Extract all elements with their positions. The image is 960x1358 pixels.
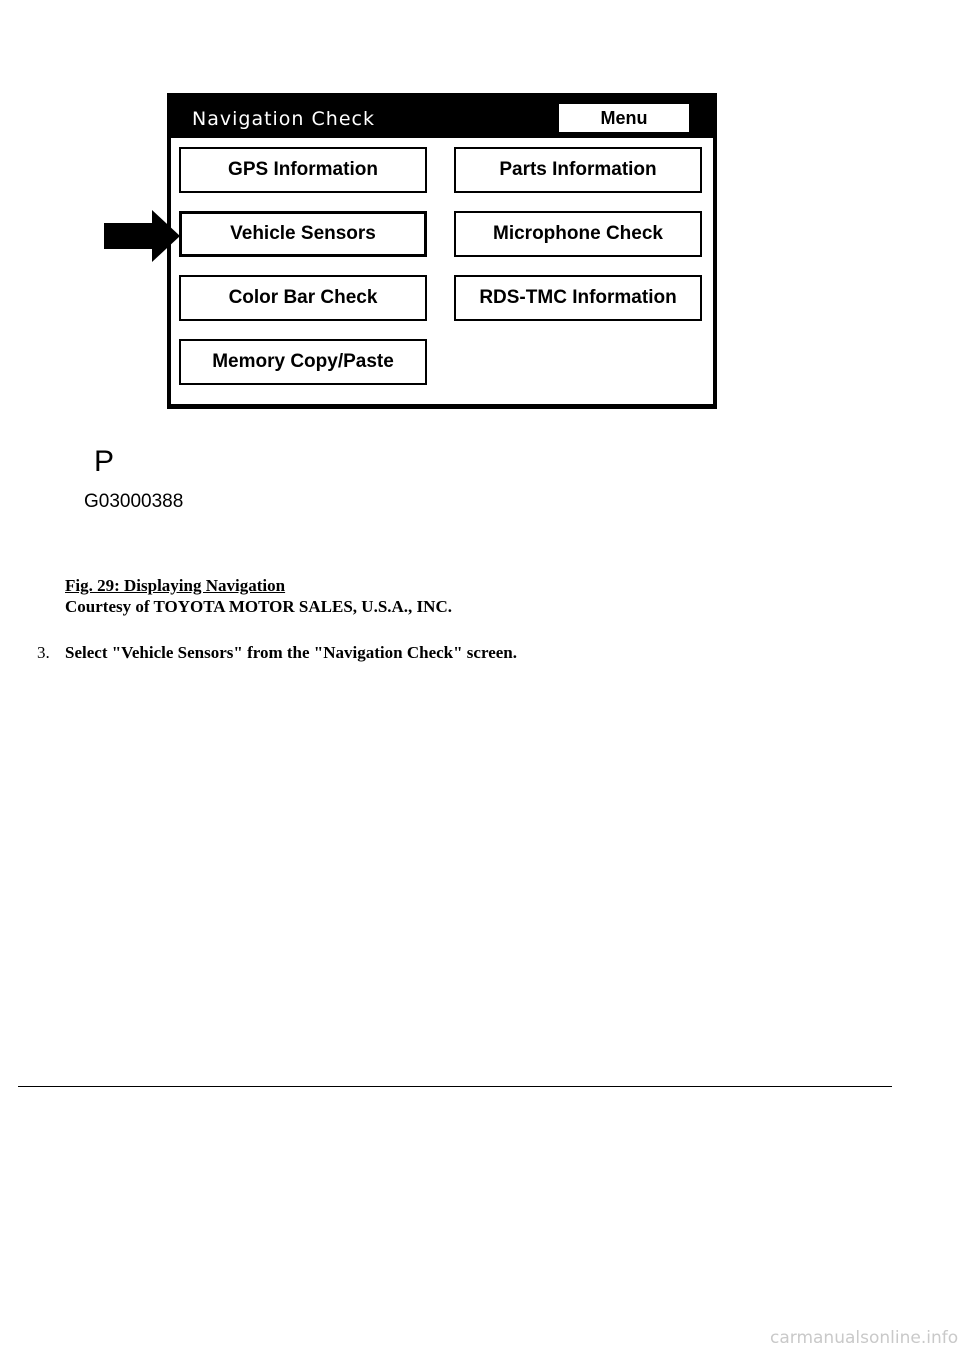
figure-caption-link[interactable]: Fig. 29: Displaying Navigation	[65, 576, 286, 595]
screen-body	[171, 138, 713, 404]
horizontal-rule	[18, 1086, 892, 1087]
figure-caption[interactable]	[65, 576, 285, 596]
step-text: Select "Vehicle Sensors" from the "Navigation Check" screen.	[65, 643, 517, 662]
screen-title: Navigation Check	[192, 108, 375, 130]
microphone-check-button[interactable]: Microphone Check	[454, 211, 702, 257]
menu-button[interactable]: Menu	[559, 104, 689, 132]
step-number: 3.	[37, 643, 50, 662]
screen-header	[167, 93, 717, 138]
rds-tmc-information-button[interactable]: RDS-TMC Information	[454, 275, 702, 321]
gps-information-button[interactable]: GPS Information	[179, 147, 427, 193]
watermark: carmanualsonline.info	[770, 1328, 959, 1348]
pointer-arrow-icon	[104, 210, 180, 262]
navigation-check-screen	[167, 93, 717, 409]
figure-courtesy: Courtesy of TOYOTA MOTOR SALES, U.S.A., INC.	[65, 597, 452, 616]
parts-information-button[interactable]: Parts Information	[454, 147, 702, 193]
vehicle-sensors-button[interactable]: Vehicle Sensors	[179, 211, 427, 257]
figure-code: G03000388	[84, 491, 184, 512]
p-label: P	[94, 445, 115, 478]
memory-copy-paste-button[interactable]: Memory Copy/Paste	[179, 339, 427, 385]
color-bar-check-button[interactable]: Color Bar Check	[179, 275, 427, 321]
